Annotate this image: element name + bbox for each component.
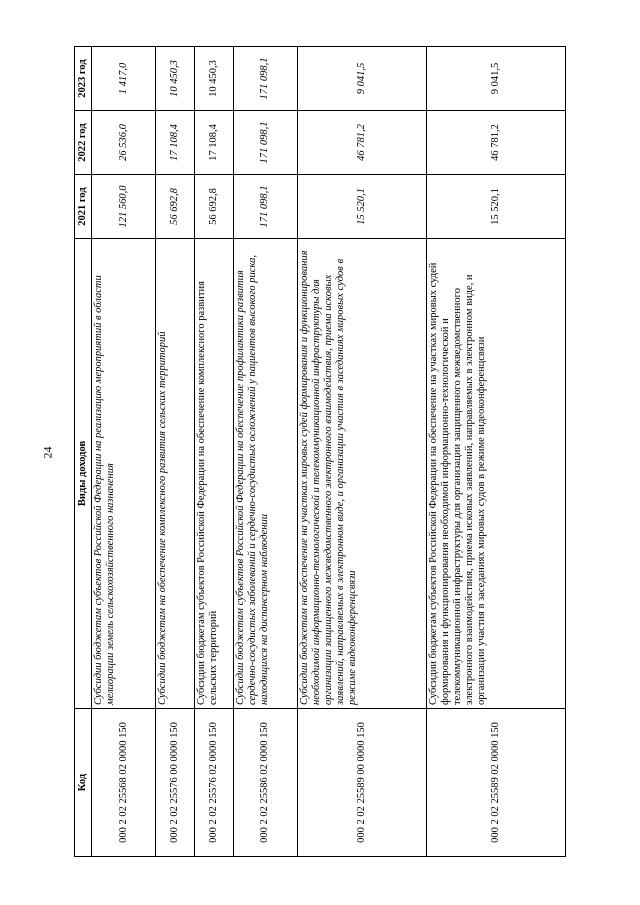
row-code: 000 2 02 25568 02 0000 150 — [92, 709, 156, 857]
row-description: Субсидии бюджетам субъектов Российской Федерации на реализацию мероприятий в области мелиорации земель сельскохозяйственного назначения — [92, 239, 156, 709]
row-value-2022: 17 108,4 — [156, 111, 195, 175]
row-value-2022: 17 108,4 — [194, 111, 233, 175]
row-description: Субсидии бюджетам субъектов Российской Федерации на обеспечение комплексного развития сельских территорий — [194, 239, 233, 709]
revenue-table — [74, 46, 566, 857]
header-2022: 2022 год — [75, 111, 92, 175]
table-row — [194, 47, 233, 857]
row-code: 000 2 02 25576 02 0000 150 — [194, 709, 233, 857]
table-row — [156, 47, 195, 857]
row-description: Субсидии бюджетам на обеспечение на участках мировых судей формирования и функционирования необходимой информационно-технологической и телекоммуникационной инфраструктуры для организации защищенного межведомственного электронного взаимодействия, приема исковых заявлений, направляемых в электронном виде, и организации участия в заседаниях мировых судов в режиме видеоконференцсвязи — [297, 239, 426, 709]
row-value-2023: 9 041,5 — [297, 47, 426, 111]
row-description: Субсидии бюджетам на обеспечение комплексного развития сельских территорий — [156, 239, 195, 709]
row-value-2022: 46 781,2 — [426, 111, 565, 175]
row-description: Субсидии бюджетам субъектов Российской Федерации на обеспечение профилактики развития сердечно-сосудистых заболеваний и сердечно-сосудистых осложнений у пациентов высокого риска, находящихся на диспансерном наблюдении — [233, 239, 297, 709]
header-code: Код — [75, 709, 92, 857]
row-code: 000 2 02 25589 00 0000 150 — [297, 709, 426, 857]
rotated-page-content — [74, 47, 566, 857]
row-description: Субсидии бюджетам субъектов Российской Федерации на обеспечение на участках мировых судей формирования и функционирования необходимой информационно-технологической и телекоммуникационной инфраструктуры для организации защищенного межведомственного электронного взаимодействия, приема исковых заявлений, направляемых в электронном виде, и организации участия в заседаниях мировых судов в режиме видеоконференцсвязи — [426, 239, 565, 709]
table-header-row — [75, 47, 92, 857]
row-value-2021: 171 098,1 — [233, 175, 297, 239]
header-2021: 2021 год — [75, 175, 92, 239]
table-row — [92, 47, 156, 857]
row-code: 000 2 02 25576 00 0000 150 — [156, 709, 195, 857]
table-row — [233, 47, 297, 857]
table-row — [297, 47, 426, 857]
row-value-2023: 9 041,5 — [426, 47, 565, 111]
row-value-2021: 56 692,8 — [194, 175, 233, 239]
header-revenue-type: Виды доходов — [75, 239, 92, 709]
row-value-2021: 121 560,0 — [92, 175, 156, 239]
row-value-2022: 171 098,1 — [233, 111, 297, 175]
row-value-2021: 15 520,1 — [426, 175, 565, 239]
row-code: 000 2 02 25586 02 0000 150 — [233, 709, 297, 857]
row-value-2021: 56 692,8 — [156, 175, 195, 239]
row-value-2023: 171 098,1 — [233, 47, 297, 111]
row-value-2023: 1 417,0 — [92, 47, 156, 111]
header-2023: 2023 год — [75, 47, 92, 111]
row-value-2022: 26 536,0 — [92, 111, 156, 175]
row-value-2021: 15 520,1 — [297, 175, 426, 239]
row-value-2023: 10 450,3 — [156, 47, 195, 111]
row-value-2022: 46 781,2 — [297, 111, 426, 175]
table-row — [426, 47, 565, 857]
row-value-2023: 10 450,3 — [194, 47, 233, 111]
page-number: 24 — [40, 446, 55, 459]
row-code: 000 2 02 25589 02 0000 150 — [426, 709, 565, 857]
